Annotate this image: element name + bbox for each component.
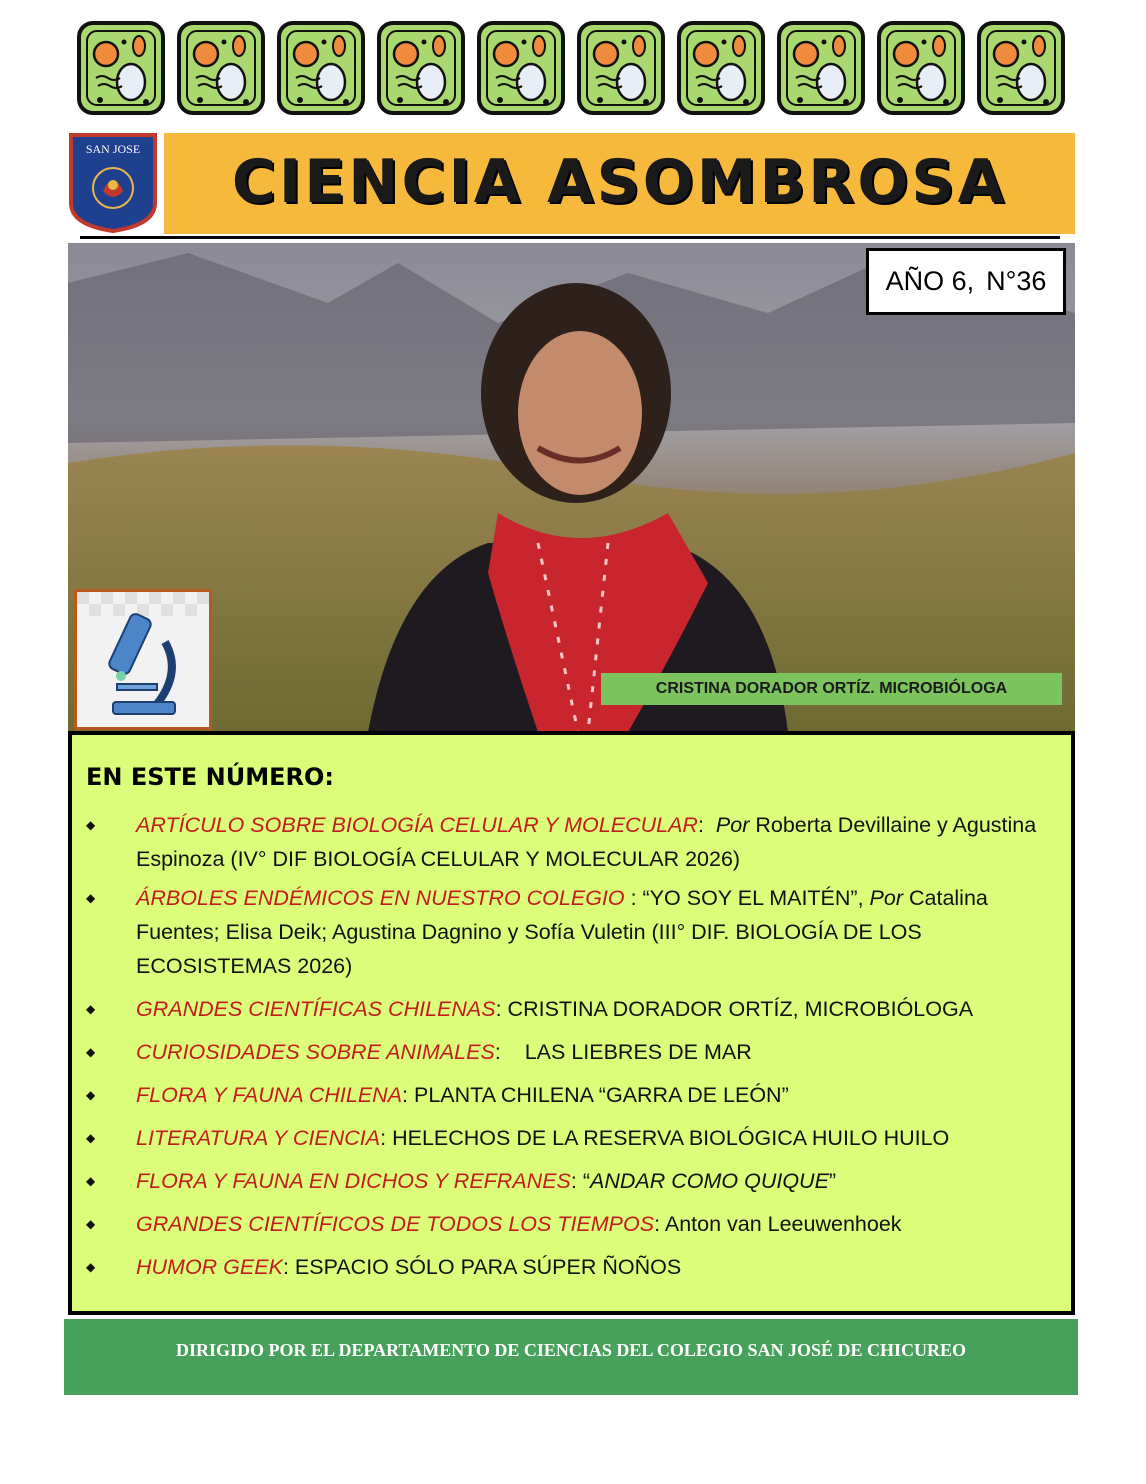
diamond-bullet-icon: ◆ [86, 1174, 96, 1188]
diamond-bullet-icon: ◆ [86, 891, 96, 905]
diamond-bullet-icon: ◆ [86, 1217, 96, 1231]
contents-item: ◆ LITERATURA Y CIENCIA: HELECHOS DE LA RESERVA BIOLÓGICA HUILO HUILO [86, 1121, 1046, 1155]
footer-text: DIRIGIDO POR EL DEPARTAMENTO DE CIENCIAS DEL COLEGIO SAN JOSÉ DE CHICUREO [175, 1339, 966, 1360]
issue-number-box [866, 248, 1066, 315]
diamond-bullet-icon: ◆ [86, 1088, 96, 1102]
plant-cell-icon [276, 20, 366, 116]
contents-item: ◆ ARTÍCULO SOBRE BIOLOGÍA CELULAR Y MOLECULAR: Por Roberta Devillaine y Agustina Espinoza (IV° DIF BIOLOGÍA CELULAR Y MOLECULAR 2026) [86, 808, 1046, 876]
plant-cell-icon [876, 20, 966, 116]
plant-cell-icon [476, 20, 566, 116]
plant-cell-icon [576, 20, 666, 116]
plant-cell-icon [376, 20, 466, 116]
microscope-icon [74, 589, 212, 730]
svg-text:SAN JOSE: SAN JOSE [85, 142, 141, 156]
diamond-bullet-icon: ◆ [86, 818, 96, 832]
title-banner [164, 133, 1075, 234]
plant-cell-border [76, 20, 1066, 120]
plant-cell-icon [676, 20, 766, 116]
contents-item: ◆ FLORA Y FAUNA CHILENA: PLANTA CHILENA “GARRA DE LEÓN” [86, 1078, 1046, 1112]
diamond-bullet-icon: ◆ [86, 1045, 96, 1059]
cover-photo [68, 243, 1075, 732]
contents-item: ◆ CURIOSIDADES SOBRE ANIMALES: LAS LIEBRES DE MAR [86, 1035, 1046, 1069]
diamond-bullet-icon: ◆ [86, 1131, 96, 1145]
diamond-bullet-icon: ◆ [86, 1002, 96, 1016]
diamond-bullet-icon: ◆ [86, 1260, 96, 1274]
plant-cell-icon [76, 20, 166, 116]
footer-banner [64, 1319, 1078, 1395]
contents-heading: EN ESTE NÚMERO: [86, 763, 334, 791]
issue-number: N°36 [986, 266, 1047, 296]
issue-year: AÑO 6, [885, 266, 975, 296]
contents-item: ◆ GRANDES CIENTÍFICOS DE TODOS LOS TIEMPOS: Anton van Leeuwenhoek [86, 1207, 1046, 1241]
header-rule [80, 236, 1060, 239]
school-crest [69, 133, 157, 233]
contents-item: ◆ HUMOR GEEK: ESPACIO SÓLO PARA SÚPER ÑOÑOS [86, 1250, 1046, 1284]
photo-caption: CRISTINA DORADOR ORTÍZ. MICROBIÓLOGA [601, 673, 1062, 705]
plant-cell-icon [976, 20, 1066, 116]
plant-cell-icon [176, 20, 266, 116]
contents-panel [68, 731, 1075, 1315]
contents-item: ◆ ÁRBOLES ENDÉMICOS EN NUESTRO COLEGIO : “YO SOY EL MAITÉN”, Por Catalina Fuentes; Elisa Deik; Agustina Dagnino y Sofía Vuletin (III° DIF. BIOLOGÍA DE LOS ECOSISTEMAS 2026) [86, 881, 1046, 983]
magazine-title: CIENCIA ASOMBROSA [231, 147, 1008, 217]
contents-item: ◆ GRANDES CIENTÍFICAS CHILENAS: CRISTINA DORADOR ORTÍZ, MICROBIÓLOGA [86, 992, 1046, 1026]
contents-item: ◆ FLORA Y FAUNA EN DICHOS Y REFRANES: “ANDAR COMO QUIQUE” [86, 1164, 1046, 1198]
plant-cell-icon [776, 20, 866, 116]
